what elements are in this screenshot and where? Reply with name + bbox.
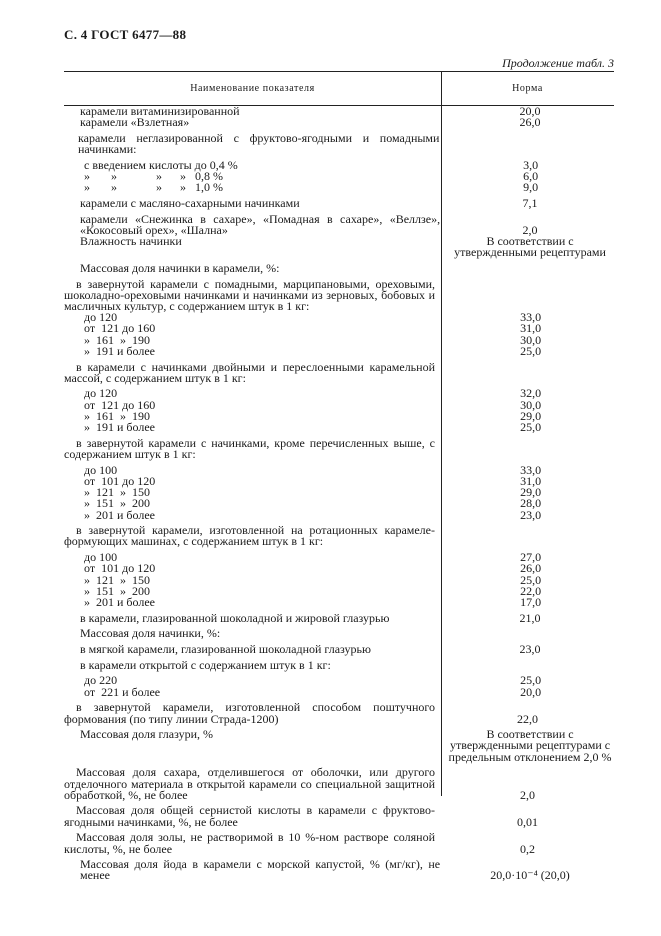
table-row bbox=[64, 236, 614, 258]
table-row bbox=[64, 117, 614, 128]
norm-value: 22,0 bbox=[520, 583, 542, 598]
norm-value: 26,0 bbox=[520, 561, 542, 576]
norm-value: 21,0 bbox=[519, 610, 541, 625]
norm-value: 29,0 bbox=[520, 485, 542, 500]
indicator-name: Массовая доля общей сернистой кислоты в карамели с фруктово-ягодными начинками, %, не более bbox=[64, 803, 435, 829]
table-row bbox=[64, 767, 614, 801]
norm-value: 0,01 bbox=[517, 814, 538, 829]
indicator-name: в карамели открытой с содержанием штук в 1 кг: bbox=[80, 657, 331, 672]
indicator-name: до 120 bbox=[84, 310, 118, 325]
indicator-name: Массовая доля начинки в карамели, %: bbox=[80, 260, 280, 275]
norm-value: 30,0 bbox=[520, 397, 542, 412]
table-row bbox=[64, 805, 614, 827]
column-header-indicator: Наименование показателя bbox=[190, 83, 315, 94]
norm-value: 6,0 bbox=[523, 169, 539, 184]
norm-value: 9,0 bbox=[523, 180, 539, 195]
norm-value: 0,2 bbox=[520, 841, 535, 856]
table-row bbox=[64, 359, 614, 385]
table-row bbox=[64, 644, 614, 655]
table-row bbox=[64, 859, 614, 881]
table-row bbox=[64, 657, 614, 672]
norm-value: 25,0 bbox=[520, 420, 542, 435]
indicator-name: до 120 bbox=[84, 386, 118, 401]
norm-value: 2,0 bbox=[520, 787, 535, 802]
norm-value: 33,0 bbox=[520, 462, 542, 477]
table-row bbox=[64, 684, 614, 699]
indicator-name: карамели витаминизированной bbox=[80, 104, 240, 118]
indicator-name: » 191 и более bbox=[84, 420, 156, 435]
indicator-name: » 201 и более bbox=[84, 594, 156, 609]
norm-value: 20,0·10⁻⁴ (20,0) bbox=[490, 868, 570, 883]
indicator-name: Массовая доля начинки, %: bbox=[80, 626, 221, 641]
indicator-name: в завернутой карамели, изготовленной на ротационных карамеле-формующих машинах, с содержанием штук в 1 кг: bbox=[64, 523, 435, 549]
table-row bbox=[64, 260, 614, 275]
norm-value: В соответствии с утвержденными рецептурами с предельным отклонением 2,0 % bbox=[448, 727, 612, 764]
norm-value: 7,1 bbox=[522, 195, 538, 210]
norm-value: 25,0 bbox=[520, 343, 542, 358]
table-row bbox=[64, 130, 614, 157]
norm-value: 28,0 bbox=[520, 496, 542, 511]
indicator-name: » » » » 0,8 % bbox=[84, 169, 223, 184]
norm-value: 31,0 bbox=[520, 321, 542, 336]
indicators-table bbox=[64, 71, 614, 882]
norm-value: 33,0 bbox=[520, 310, 542, 325]
indicator-name: в мягкой карамели, глазированной шоколадной глазурью bbox=[80, 642, 371, 657]
table-body bbox=[64, 106, 614, 882]
norm-value: 2,0 bbox=[522, 222, 538, 237]
norm-value: 3,0 bbox=[523, 157, 539, 172]
norm-value: 17,0 bbox=[520, 594, 542, 609]
table-row bbox=[64, 702, 614, 724]
indicator-name: карамели неглазированной с фруктово-ягодными и помадными начинками: bbox=[78, 130, 440, 157]
indicator-name: от 101 до 120 bbox=[84, 473, 156, 488]
table-row bbox=[64, 276, 614, 314]
table-row bbox=[64, 594, 614, 609]
indicator-name: от 121 до 160 bbox=[84, 321, 156, 336]
indicator-name: в завернутой карамели с помадными, марципановыми, ореховыми, шоколадно-ореховыми начинками и начинками из зерновых, бобовых и масличных культур, с содержанием штук в 1 кг: bbox=[64, 276, 435, 314]
norm-value: 27,0 bbox=[520, 550, 542, 565]
indicator-name: до 220 bbox=[84, 673, 118, 688]
norm-value: 22,0 bbox=[517, 711, 538, 726]
indicator-name: с введением кислоты до 0,4 % bbox=[84, 157, 238, 172]
table-header bbox=[64, 72, 614, 105]
table-row bbox=[64, 343, 614, 358]
indicator-name: Массовая доля йода в карамели с морской капустой, % (мг/кг), не менее bbox=[80, 857, 441, 883]
table-row bbox=[64, 525, 614, 547]
indicator-name: от 101 до 120 bbox=[84, 561, 156, 576]
page-title: С. 4 ГОСТ 6477—88 bbox=[64, 27, 187, 42]
norm-value: 26,0 bbox=[519, 115, 541, 130]
table-row bbox=[64, 628, 614, 639]
indicator-name: карамели с масляно-сахарными начинками bbox=[80, 195, 300, 210]
indicator-name: от 221 и более bbox=[84, 684, 161, 699]
indicator-name: в завернутой карамели, изготовленной способом поштучного формования (по типу линии Страда-1200) bbox=[64, 700, 435, 726]
indicator-name: до 100 bbox=[84, 462, 118, 477]
indicator-name: » » » » 1,0 % bbox=[84, 180, 223, 195]
norm-value: 32,0 bbox=[520, 386, 542, 401]
indicator-name: Массовая доля сахара, отделившегося от оболочки, или другого отделочного материала в открытой карамели со специальной защитной обработкой, %, не более bbox=[64, 765, 435, 802]
indicator-name: в завернутой карамели с начинками, кроме перечисленных выше, с содержанием штук в 1 кг: bbox=[64, 435, 435, 461]
indicator-name: » 121 » 150 bbox=[84, 485, 150, 500]
table-row bbox=[64, 507, 614, 522]
norm-value: 25,0 bbox=[520, 673, 542, 688]
table-row bbox=[64, 435, 614, 461]
table-row bbox=[64, 832, 614, 854]
norm-value: 23,0 bbox=[519, 642, 541, 657]
indicator-name: в карамели с начинками двойными и переслоенными карамельной массой, с содержанием штук в 1 кг: bbox=[64, 359, 435, 385]
indicator-name: » 161 » 190 bbox=[84, 408, 150, 423]
indicator-name: » 151 » 200 bbox=[84, 496, 150, 511]
indicator-name: » 121 » 150 bbox=[84, 572, 150, 587]
indicator-name: в карамели, глазированной шоколадной и жировой глазурью bbox=[80, 610, 390, 625]
table-row bbox=[64, 182, 614, 193]
norm-value: 20,0 bbox=[520, 684, 542, 699]
indicator-name: карамели «Снежинка в сахаре», «Помадная в сахаре», «Веллзе», «Кокосовый орех», «Шална» bbox=[80, 211, 441, 237]
indicator-name: » 191 и более bbox=[84, 343, 156, 358]
table-row bbox=[64, 729, 614, 763]
indicator-name: Массовая доля золы, не растворимой в 10 %-ном растворе соляной кислоты, %, не более bbox=[64, 830, 435, 856]
indicator-name: до 100 bbox=[84, 550, 118, 565]
indicator-name: » 151 » 200 bbox=[84, 583, 150, 598]
indicator-name: Влажность начинки bbox=[80, 234, 182, 249]
table-row bbox=[64, 195, 614, 210]
indicator-name: » 201 и более bbox=[84, 507, 156, 522]
norm-value: 31,0 bbox=[520, 473, 542, 488]
norm-value: 25,0 bbox=[520, 572, 542, 587]
norm-value: 20,0 bbox=[519, 104, 541, 118]
table-row bbox=[64, 610, 614, 625]
norm-value: 30,0 bbox=[520, 332, 542, 347]
column-header-norm: Норма bbox=[512, 83, 543, 94]
indicator-name: » 161 » 190 bbox=[84, 332, 150, 347]
indicator-name: от 121 до 160 bbox=[84, 397, 156, 412]
norm-value: В соответствии с утвержденными рецептурами bbox=[454, 234, 606, 260]
table-continuation-label: Продолжение табл. 3 bbox=[502, 56, 614, 70]
indicator-name: Массовая доля глазури, % bbox=[80, 727, 213, 742]
norm-value: 29,0 bbox=[520, 408, 542, 423]
table-row bbox=[64, 422, 614, 433]
table-row bbox=[64, 211, 614, 237]
indicator-name: карамели «Взлетная» bbox=[80, 115, 190, 130]
norm-value: 23,0 bbox=[520, 507, 542, 522]
